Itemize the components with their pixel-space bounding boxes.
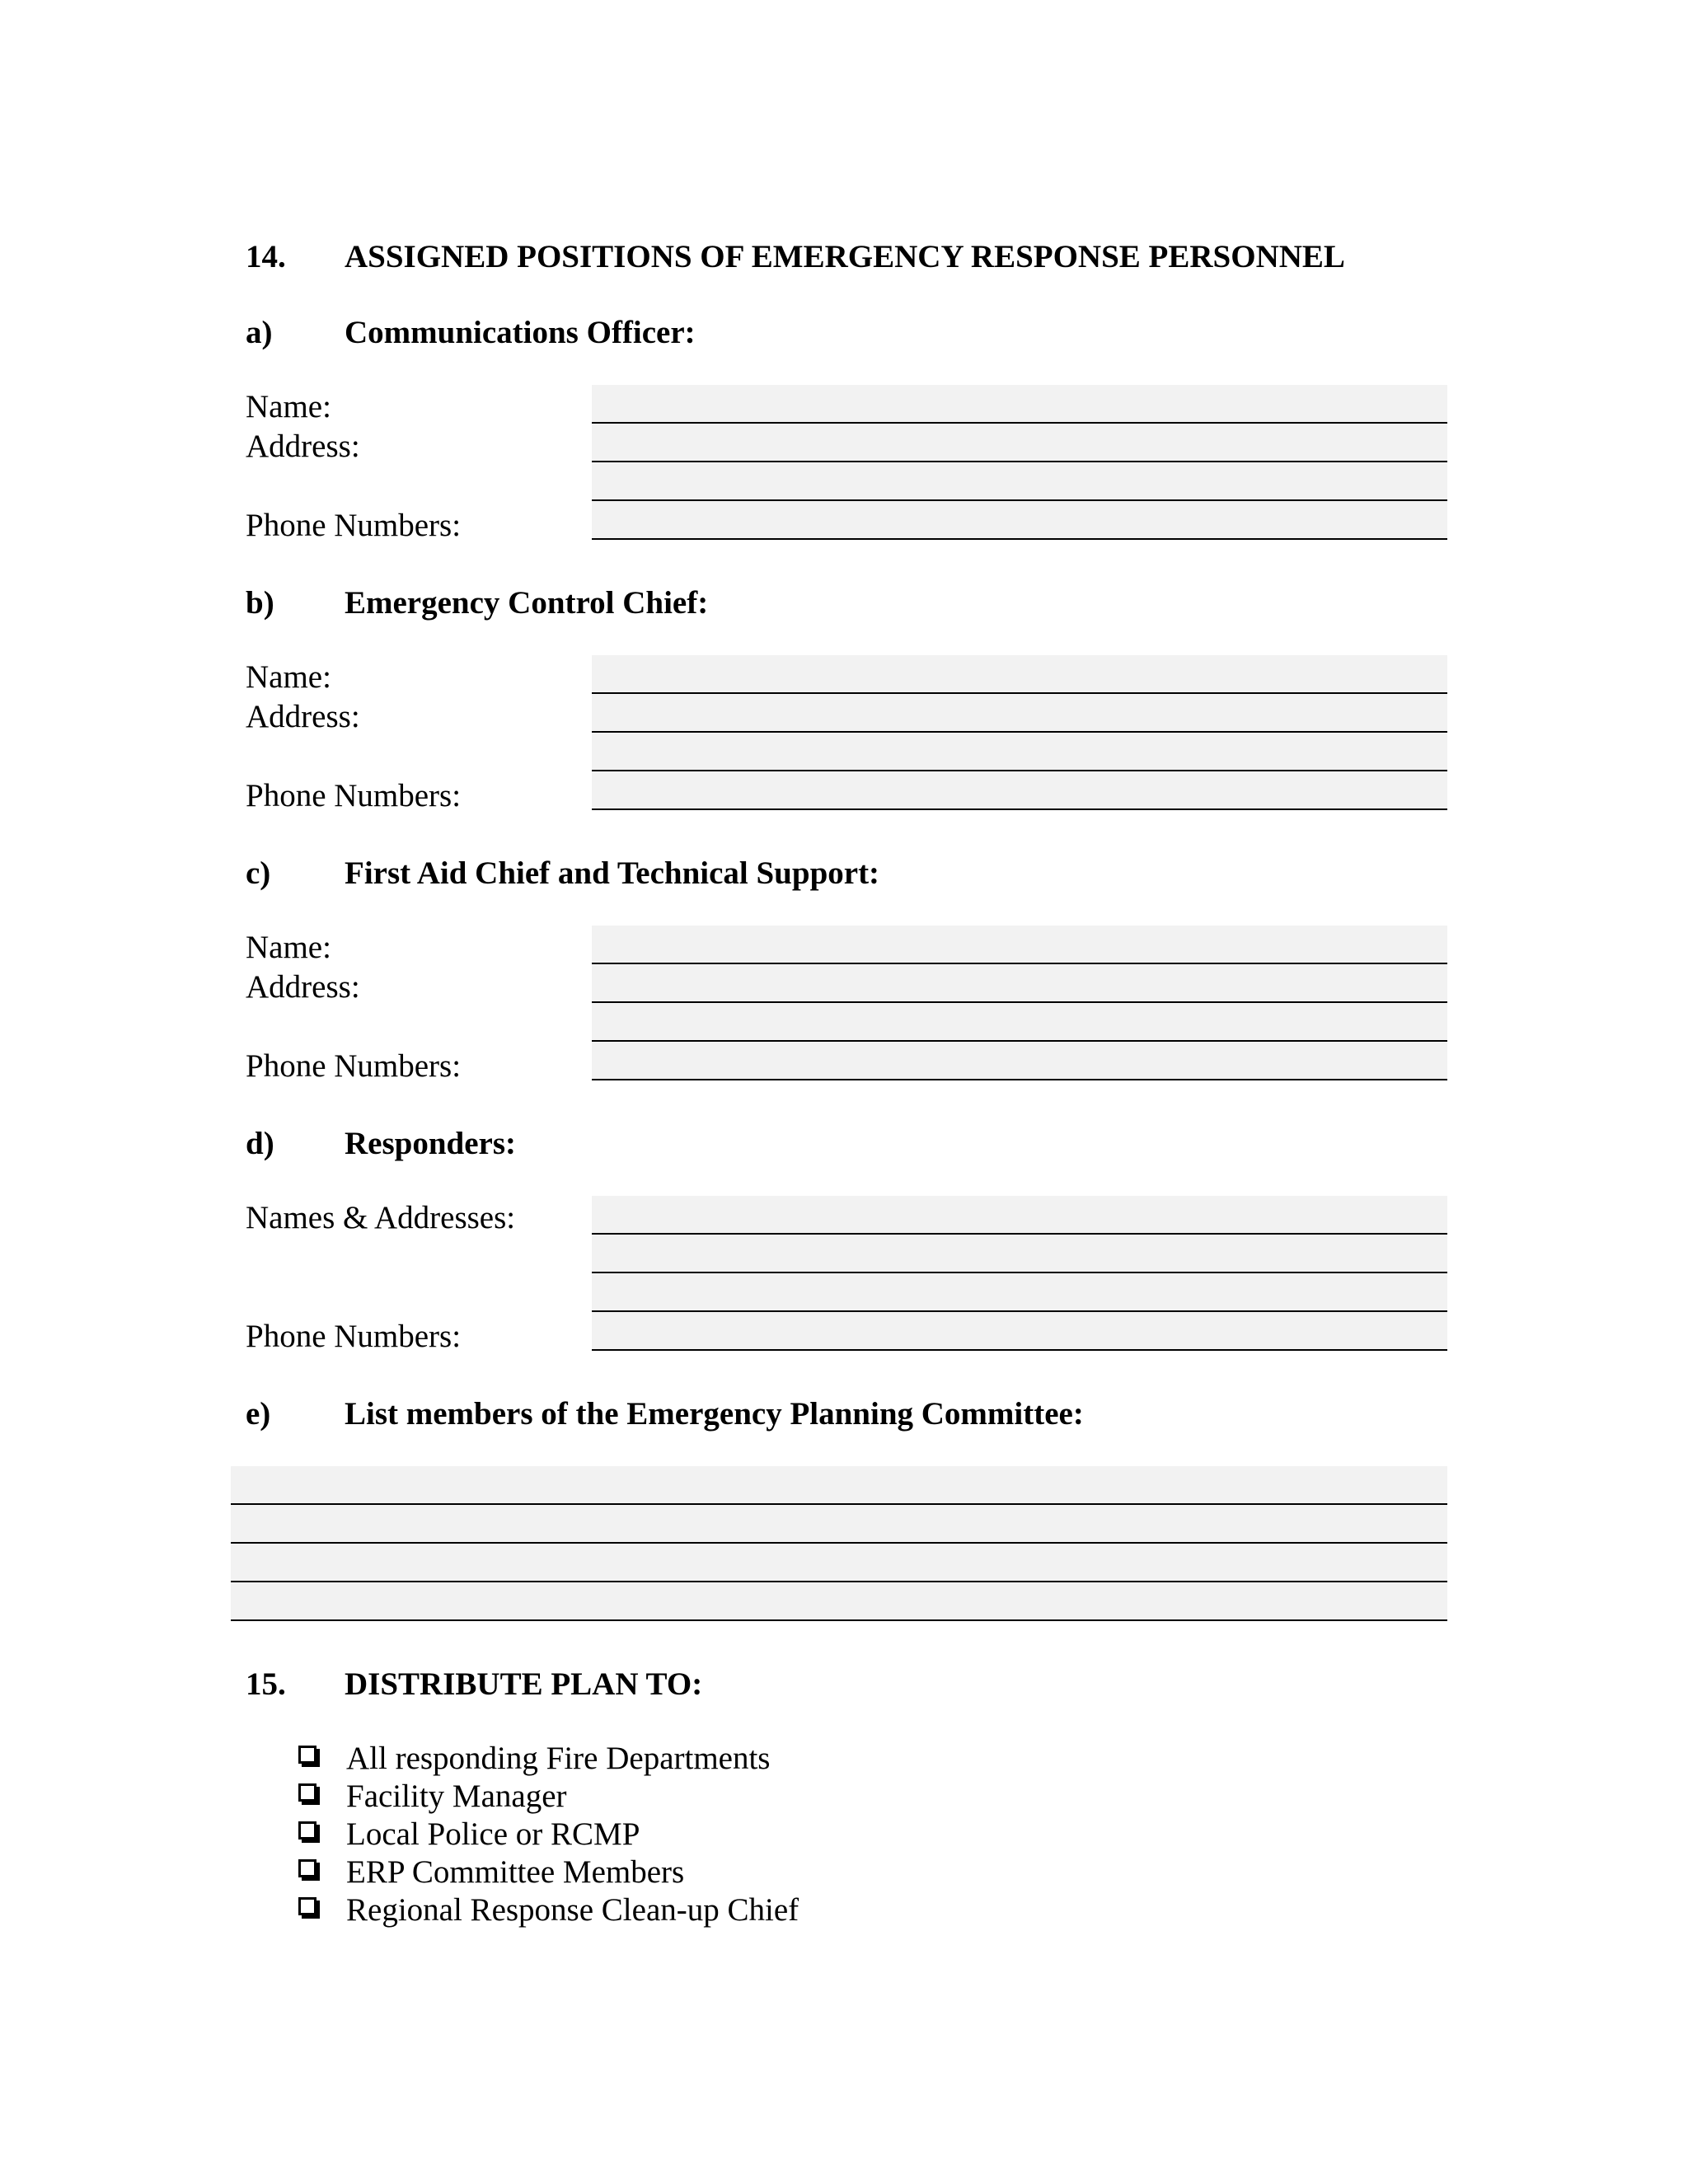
checkbox[interactable]	[298, 1859, 316, 1877]
subsection-title: Responders:	[345, 1126, 517, 1161]
phone-label: Phone Numbers:	[246, 1319, 462, 1354]
name-label: Name:	[246, 930, 331, 965]
checklist-item-label: Facility Manager	[346, 1779, 567, 1814]
phone-label: Phone Numbers:	[246, 1048, 462, 1084]
checkbox[interactable]	[298, 1821, 316, 1840]
checklist-item-label: Local Police or RCMP	[346, 1816, 640, 1852]
committee-member-field-3[interactable]	[231, 1544, 1447, 1582]
subsection-title: List members of the Emergency Planning Committee:	[345, 1396, 1084, 1432]
name-label: Name:	[246, 659, 331, 695]
name-field[interactable]	[592, 926, 1447, 964]
address-field[interactable]	[592, 694, 1447, 733]
phone-label: Phone Numbers:	[246, 508, 462, 543]
names-addresses-field-line-3[interactable]	[592, 1273, 1447, 1312]
checklist-item-label: Regional Response Clean-up Chief	[346, 1892, 799, 1928]
names-addresses-field-line-2[interactable]	[592, 1235, 1447, 1273]
subsection-title: Emergency Control Chief:	[345, 585, 709, 621]
address-label: Address:	[246, 969, 360, 1005]
phone-field[interactable]	[592, 771, 1447, 810]
committee-member-field-4[interactable]	[231, 1582, 1447, 1621]
names-addresses-label: Names & Addresses:	[246, 1200, 516, 1235]
checkbox[interactable]	[298, 1897, 316, 1915]
checkbox[interactable]	[298, 1783, 316, 1802]
name-field[interactable]	[592, 655, 1447, 694]
section-number: 14.	[246, 239, 286, 274]
section-title: DISTRIBUTE PLAN TO:	[345, 1666, 703, 1702]
address-field-line-2[interactable]	[592, 733, 1447, 771]
address-field-line-2[interactable]	[592, 1003, 1447, 1042]
name-label: Name:	[246, 389, 331, 424]
names-addresses-field[interactable]	[592, 1196, 1447, 1235]
address-field[interactable]	[592, 964, 1447, 1003]
section-number: 15.	[246, 1666, 286, 1702]
subsection-letter: a)	[246, 315, 273, 350]
subsection-title: First Aid Chief and Technical Support:	[345, 855, 880, 891]
phone-label: Phone Numbers:	[246, 778, 462, 813]
subsection-letter: e)	[246, 1396, 271, 1432]
checkbox[interactable]	[298, 1746, 316, 1764]
subsection-letter: c)	[246, 855, 271, 891]
address-label: Address:	[246, 699, 360, 734]
section-title: ASSIGNED POSITIONS OF EMERGENCY RESPONSE PERSONNEL	[345, 239, 1345, 274]
address-field-line-2[interactable]	[592, 462, 1447, 501]
checklist-item-label: All responding Fire Departments	[346, 1741, 771, 1776]
subsection-letter: d)	[246, 1126, 274, 1161]
phone-field[interactable]	[592, 1312, 1447, 1351]
committee-member-field-1[interactable]	[231, 1466, 1447, 1505]
subsection-letter: b)	[246, 585, 274, 621]
phone-field[interactable]	[592, 1042, 1447, 1080]
checklist-item-label: ERP Committee Members	[346, 1854, 685, 1890]
subsection-title: Communications Officer:	[345, 315, 696, 350]
committee-member-field-2[interactable]	[231, 1505, 1447, 1544]
name-field[interactable]	[592, 385, 1447, 424]
address-field[interactable]	[592, 424, 1447, 462]
address-label: Address:	[246, 429, 360, 464]
phone-field[interactable]	[592, 501, 1447, 540]
